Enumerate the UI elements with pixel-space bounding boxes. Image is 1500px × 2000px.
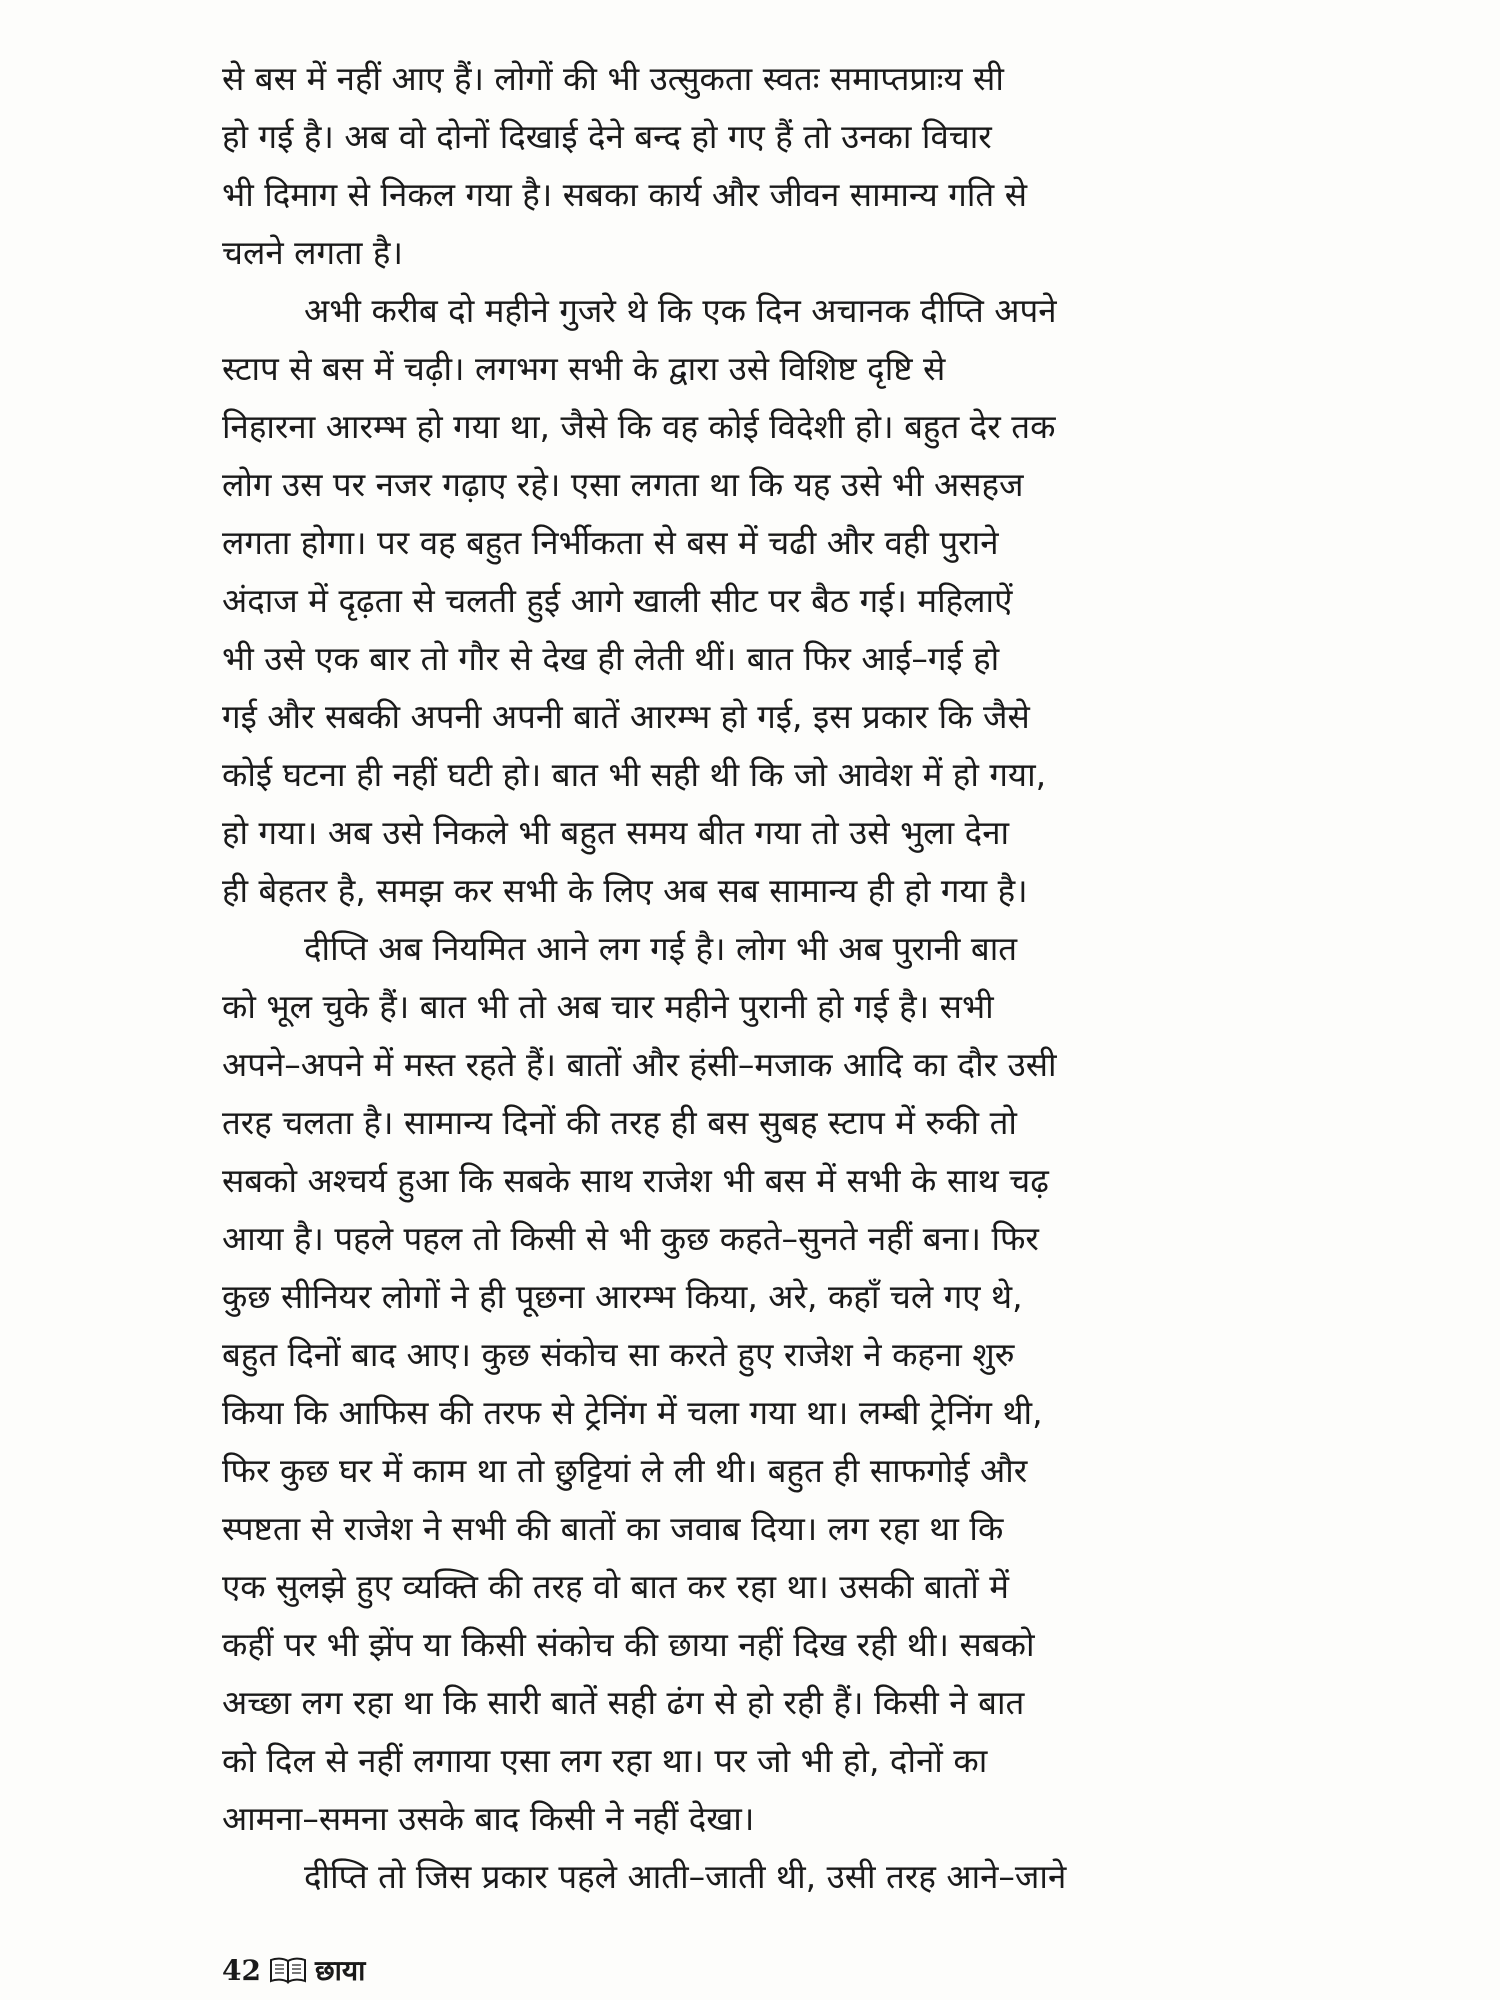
text-line: स्पष्टता से राजेश ने सभी की बातों का जवाब दिया। लग रहा था कि (222, 1509, 1004, 1548)
text-line: ही बेहतर है, समझ कर सभी के लिए अब सब सामान्य ही हो गया है। (222, 871, 1028, 910)
text-line: अच्छा लग रहा था कि सारी बातें सही ढंग से हो रही हैं। किसी ने बात (222, 1683, 1025, 1722)
text-line: कोई घटना ही नहीं घटी हो। बात भी सही थी कि जो आवेश में हो गया, (222, 755, 1047, 794)
paragraph (222, 50, 1318, 282)
text-line: दीप्ति अब नियमित आने लग गई है। लोग भी अब पुरानी बात (304, 929, 1018, 968)
text-line: अभी करीब दो महीने गुजरे थे कि एक दिन अचानक दीप्ति अपने (304, 291, 1057, 330)
text-line: गई और सबकी अपनी अपनी बातें आरम्भ हो गई, इस प्रकार कि जैसे (222, 697, 1030, 736)
paragraph (222, 1848, 1318, 1906)
text-line: फिर कुछ घर में काम था तो छुट्टियां ले ली थी। बहुत ही साफगोई और (222, 1451, 1028, 1490)
paragraph (222, 920, 1318, 1848)
text-line: तरह चलता है। सामान्य दिनों की तरह ही बस सुबह स्टाप में रुकी तो (222, 1103, 1017, 1142)
text-line: आया है। पहले पहल तो किसी से भी कुछ कहते–सुनते नहीं बना। फिर (222, 1219, 1039, 1258)
text-line: निहारना आरम्भ हो गया था, जैसे कि वह कोई विदेशी हो। बहुत देर तक (222, 407, 1056, 446)
text-line: कुछ सीनियर लोगों ने ही पूछना आरम्भ किया, अरे, कहाँ चले गए थे, (222, 1277, 1023, 1316)
text-line: हो गया। अब उसे निकले भी बहुत समय बीत गया तो उसे भुला देना (222, 813, 1010, 852)
page-footer (222, 1952, 365, 1988)
story-text (222, 50, 1318, 1906)
paragraph (222, 282, 1318, 920)
text-line: को दिल से नहीं लगाया एसा लग रहा था। पर जो भी हो, दोनों का (222, 1741, 988, 1780)
text-line: से बस में नहीं आए हैं। लोगों की भी उत्सुकता स्वतः समाप्तप्राःय सी (222, 59, 1004, 98)
page-number: 42 (222, 1953, 261, 1987)
text-line: अंदाज में दृढ़ता से चलती हुई आगे खाली सीट पर बैठ गई। महिलाऐं (222, 581, 1013, 620)
open-book-icon (269, 1956, 307, 1984)
text-line: अपने–अपने में मस्त रहते हैं। बातों और हंसी–मजाक आदि का दौर उसी (222, 1045, 1057, 1084)
text-line: स्टाप से बस में चढ़ी। लगभग सभी के द्वारा उसे विशिष्ट दृष्टि से (222, 349, 946, 388)
text-line: आमना–समना उसके बाद किसी ने नहीं देखा। (222, 1799, 755, 1838)
text-line: भी दिमाग से निकल गया है। सबका कार्य और जीवन सामान्य गति से (222, 175, 1028, 214)
text-line: भी उसे एक बार तो गौर से देख ही लेती थीं। बात फिर आई–गई हो (222, 639, 1000, 678)
text-line: सबको अश्चर्य हुआ कि सबके साथ राजेश भी बस में सभी के साथ चढ़ (222, 1161, 1049, 1200)
text-line: हो गई है। अब वो दोनों दिखाई देने बन्द हो गए हैं तो उनका विचार (222, 117, 992, 156)
text-line: बहुत दिनों बाद आए। कुछ संकोच सा करते हुए राजेश ने कहना शुरु (222, 1335, 1015, 1374)
text-line: लोग उस पर नजर गढ़ाए रहे। एसा लगता था कि यह उसे भी असहज (222, 465, 1024, 504)
text-line: दीप्ति तो जिस प्रकार पहले आती–जाती थी, उसी तरह आने–जाने (304, 1857, 1067, 1896)
text-line: कहीं पर भी झेंप या किसी संकोच की छाया नहीं दिख रही थी। सबको (222, 1625, 1035, 1664)
book-title: छाया (314, 1954, 366, 1987)
text-line: चलने लगता है। (222, 233, 403, 272)
text-line: लगता होगा। पर वह बहुत निर्भीकता से बस में चढी और वही पुराने (222, 523, 999, 562)
text-line: एक सुलझे हुए व्यक्ति की तरह वो बात कर रहा था। उसकी बातों में (222, 1567, 1009, 1606)
text-line: किया कि आफिस की तरफ से ट्रेनिंग में चला गया था। लम्बी ट्रेनिंग थी, (222, 1393, 1043, 1432)
text-line: को भूल चुके हैं। बात भी तो अब चार महीने पुरानी हो गई है। सभी (222, 987, 994, 1026)
